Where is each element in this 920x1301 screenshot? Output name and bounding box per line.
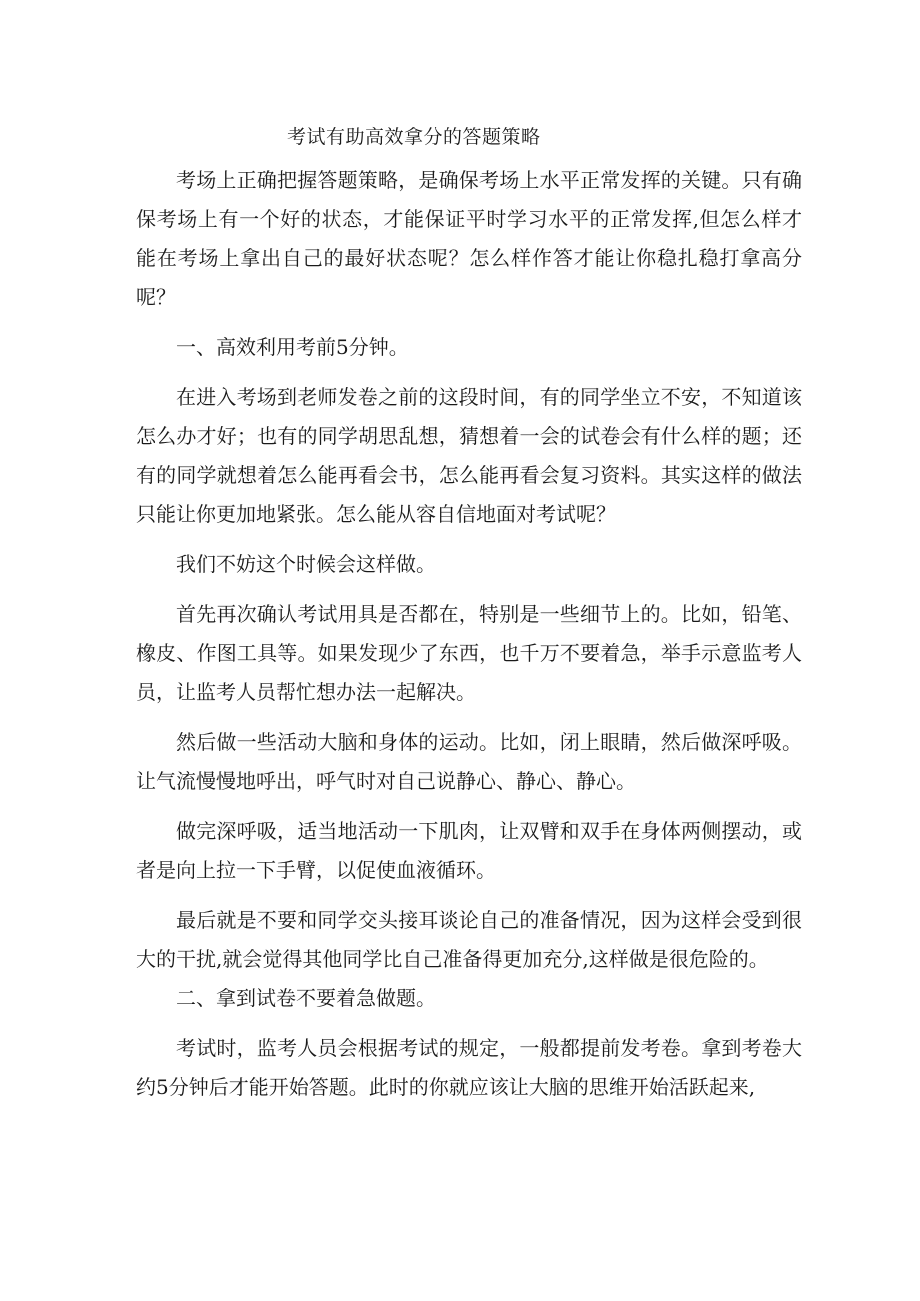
body-paragraph: 做完深呼吸，适当地活动一下肌肉，让双臂和双手在身体两侧摆动，或者是向上拉一下手臂，以促使血液循环。 xyxy=(136,819,802,882)
body-paragraph: 最后就是不要和同学交头接耳谈论自己的准备情况，因为这样会受到很大的干扰,就会觉得其他同学比自己准备得更加充分,这样做是很危险的。 xyxy=(136,908,802,971)
document-title: 考试有助高效拿分的答题策略 xyxy=(287,126,541,148)
body-paragraph: 考试时，监考人员会根据考试的规定，一般都提前发考卷。拿到考卷大约5分钟后才能开始答题。此时的你就应该让大脑的思维开始活跃起来, xyxy=(136,1036,802,1099)
body-paragraph: 首先再次确认考试用具是否都在，特别是一些细节上的。比如，铅笔、橡皮、作图工具等。如果发现少了东西，也千万不要着急，举手示意监考人员，让监考人员帮忙想办法一起解决。 xyxy=(136,602,802,704)
body-paragraph: 我们不妨这个时候会这样做。 xyxy=(176,552,436,576)
section-heading-1: 一、高效利用考前5分钟。 xyxy=(176,335,409,359)
intro-paragraph: 考场上正确把握答题策略，是确保考场上水平正常发挥的关键。只有确保考场上有一个好的状态，才能保证平时学习水平的正常发挥,但怎么样才能在考场上拿出自己的最好状态呢？怎么样作答才能让你稳扎稳打拿高分呢？ xyxy=(136,168,802,309)
body-paragraph: 在进入考场到老师发卷之前的这段时间，有的同学坐立不安，不知道该怎么办才好；也有的同学胡思乱想，猜想着一会的试卷会有什么样的题；还有的同学就想着怎么能再看会书，怎么能再看会复习资料。其实这样的做法只能让你更加地紧张。怎么能从容自信地面对考试呢？ xyxy=(136,385,802,526)
section-heading-2: 二、拿到试卷不要着急做题。 xyxy=(176,986,436,1010)
body-paragraph: 然后做一些活动大脑和身体的运动。比如，闭上眼睛，然后做深呼吸。让气流慢慢地呼出，呼气时对自己说静心、静心、静心。 xyxy=(136,730,802,793)
document-body xyxy=(136,161,802,1118)
